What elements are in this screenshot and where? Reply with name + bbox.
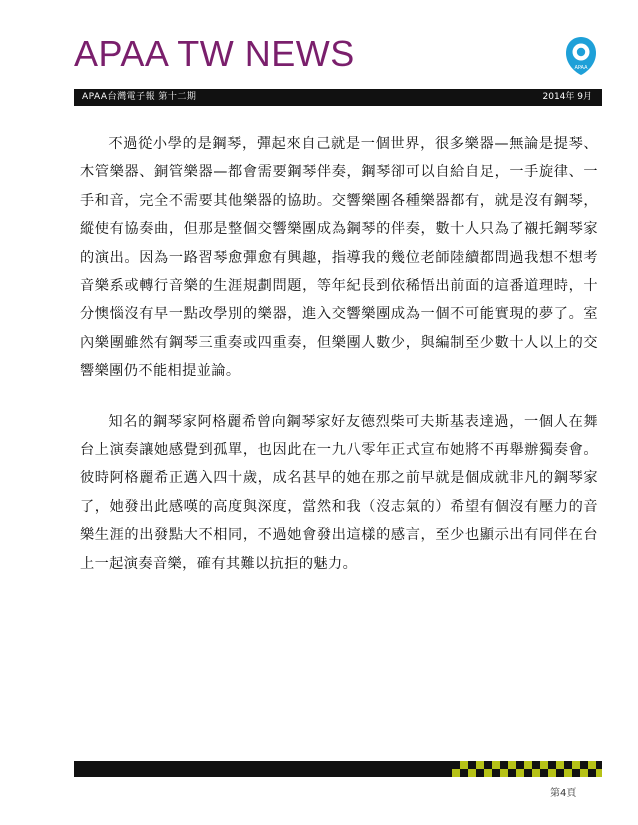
apaa-logo bbox=[564, 36, 598, 76]
article-body bbox=[80, 130, 598, 578]
issue-date: 2014年 9月 bbox=[542, 92, 592, 102]
logo-text: APAA bbox=[574, 65, 588, 71]
article-paragraph-1: 不過從小學的是鋼琴，彈起來自己就是一個世界，很多樂器—無論是提琴、木管樂器、銅管樂器—都會需要鋼琴伴奏，鋼琴卻可以自給自足，一手旋律、一手和音，完全不需要其他樂器的協助。交響樂團各種樂器都有，就是沒有鋼琴，縱使有協奏曲，但那是整個交響樂團成為鋼琴的伴奏，數十人只為了襯托鋼琴家的演出。因為一路習琴愈彈愈有興趣，指導我的幾位老師陸續都問過我想不想考音樂系或轉行音樂的生涯規劃問題，等年紀長到依稀悟出前面的這番道理時，十分懊惱沒有早一點改學別的樂器，進入交響樂團成為一個不可能實現的夢了。室內樂團雖然有鋼琴三重奏或四重奏，但樂團人數少，與編制至少數十人以上的交響樂團仍不能相提並論。 bbox=[80, 136, 598, 380]
masthead-title: APAA TW NEWS bbox=[74, 33, 355, 74]
issue-label: APAA台灣電子報 第十二期 bbox=[82, 92, 197, 102]
issue-header-bar bbox=[74, 89, 602, 106]
article-paragraph-2: 知名的鋼琴家阿格麗希曾向鋼琴家好友德烈柴可夫斯基表達過，一個人在舞台上演奏讓她感覺到孤單，也因此在一九八零年正式宣布她將不再舉辦獨奏會。彼時阿格麗希正邁入四十歲，成名甚早的她在那之前早就是個成就非凡的鋼琴家了，她發出此感嘆的高度與深度，當然和我（沒志氣的）希望有個沒有壓力的音樂生涯的出發點大不相同，不過她會發出這樣的感言，至少也顯示出有同伴在台上一起演奏音樂，確有其難以抗拒的魅力。 bbox=[80, 413, 598, 572]
page-number: 第4頁 bbox=[550, 788, 577, 799]
footer-checker-pattern bbox=[452, 761, 602, 777]
footer-bar bbox=[74, 761, 452, 777]
